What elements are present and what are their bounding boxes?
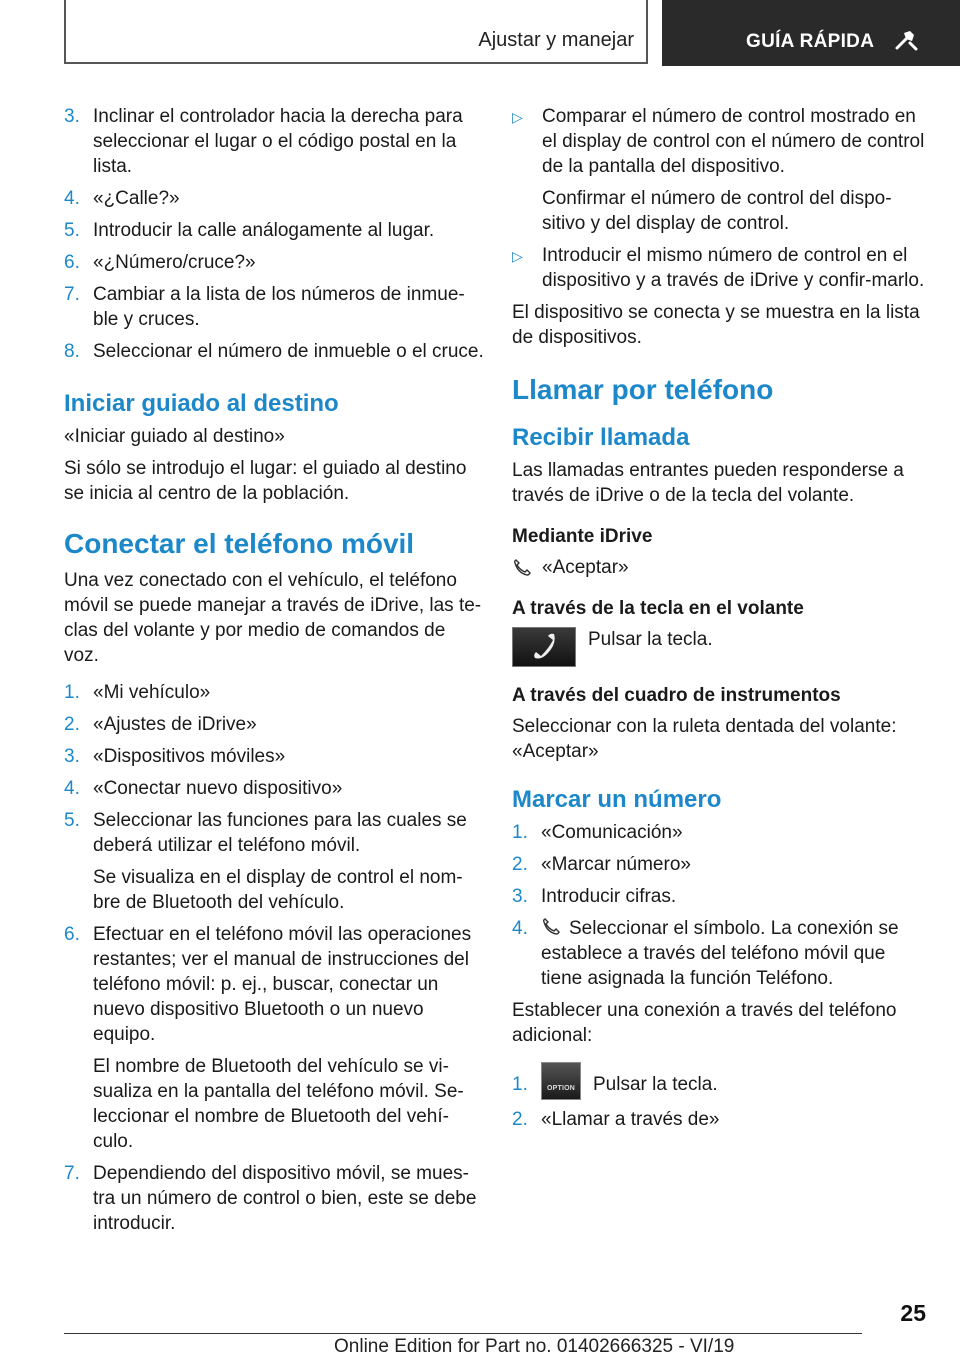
step-text: Pulsar la tecla. [593, 1074, 718, 1095]
step-number: 5. [64, 810, 80, 831]
paragraph: Una vez conectado con el vehículo, el teléfono móvil se puede manejar a través de iDrive, las te‐clas del volante y por medio de comandos de voz. [64, 570, 482, 666]
step-number: 3. [512, 886, 528, 907]
left-column [64, 104, 484, 1243]
heading-via-wheel-button: A través de la tecla en el volante [512, 598, 804, 619]
step-text: «Llamar a través de» [541, 1109, 720, 1130]
step-number: 4. [64, 778, 80, 799]
step-text: Cambiar a la lista de los números de inmue‐ble y cruces. [93, 284, 465, 330]
right-column [512, 104, 926, 1139]
quick-guide-tab [662, 0, 960, 66]
phone-button-icon [512, 627, 576, 667]
step-number: 2. [512, 854, 528, 875]
paragraph: El dispositivo se conecta y se muestra en la lista de dispositivos. [512, 302, 920, 348]
option-button-label: OPTION [546, 1085, 576, 1092]
option-button-icon [541, 1062, 581, 1100]
list-item [64, 712, 484, 737]
list-item [512, 1107, 926, 1132]
step-number: 2. [64, 714, 80, 735]
list-item [64, 808, 484, 858]
footer-divider [64, 1333, 862, 1334]
step-text: «Marcar número» [541, 854, 691, 875]
connect-steps-list [64, 680, 484, 1236]
list-item [512, 884, 926, 909]
step-text: Efectuar en el teléfono móvil las operaciones restantes; ver el manual de instrucciones del teléfono móvil: p. ej., buscar, conectar un nuevo dispositivo Bluetooth o un nuevo equipo. [93, 924, 472, 1045]
phone-icon [541, 918, 563, 936]
triangle-bullet-icon: ▷ [512, 248, 523, 264]
paragraph: Si sólo se introdujo el lugar: el guiado al destino se inicia al centro de la población. [64, 458, 467, 504]
section-title: Ajustar y manejar [478, 29, 634, 51]
step-number: 7. [64, 1163, 80, 1184]
step-number: 5. [64, 220, 80, 241]
step-text: «Mi vehículo» [93, 682, 211, 703]
step-text: Introducir el mismo número de control en el dispositivo y a través de iDrive y confir‐marlo. [542, 245, 925, 291]
page-number: 25 [900, 1300, 926, 1326]
paragraph: Seleccionar con la ruleta dentada del volante: «Aceptar» [512, 716, 897, 762]
step-number: 6. [64, 252, 80, 273]
step-note: Confirmar el número de control del dispo‐sitivo y del display de control. [542, 188, 892, 234]
step-text: Introducir la calle análogamente al lugar. [93, 220, 435, 241]
paragraph: Establecer una conexión a través del teléfono adicional: [512, 1000, 897, 1046]
step-number: 3. [64, 106, 80, 127]
list-item [512, 916, 926, 991]
destination-steps-list [64, 104, 484, 364]
heading-receive-call: Recibir llamada [512, 424, 690, 451]
heading-via-instrument-cluster: A través del cuadro de instrumentos [512, 685, 841, 706]
step-number: 1. [64, 682, 80, 703]
footer-edition: Online Edition for Part no. 01402666325 - VI/19 [334, 1336, 735, 1357]
step-text: «Ajustes de iDrive» [93, 714, 257, 735]
step-text: «Comunicación» [541, 822, 683, 843]
list-item [512, 852, 926, 877]
list-item [64, 744, 484, 769]
list-item [64, 104, 484, 179]
step-number: 7. [64, 284, 80, 305]
quick-guide-label: GUÍA RÁPIDA [746, 31, 875, 52]
step-text: «¿Calle?» [93, 188, 180, 209]
step-text: Seleccionar el número de inmueble o el cruce. [93, 341, 484, 362]
step-number: 1. [512, 1074, 528, 1095]
step-note: El nombre de Bluetooth del vehículo se vi‐sualiza en la pantalla del teléfono móvil. Se‐leccionar el nombre de Bluetooth del vehí‐culo. [93, 1056, 464, 1152]
press-button-line [512, 627, 926, 667]
tools-icon [894, 29, 920, 53]
heading-dial-number: Marcar un número [512, 786, 722, 813]
step-text: «Dispositivos móviles» [93, 746, 286, 767]
paragraph: «Iniciar guiado al destino» [64, 426, 285, 447]
step-number: 2. [512, 1109, 528, 1130]
heading-connect-phone: Conectar el teléfono móvil [64, 528, 415, 559]
step-text [541, 916, 926, 991]
heading-phone-call: Llamar por teléfono [512, 374, 774, 405]
step-text: Seleccionar las funciones para las cuales se deberá utilizar el teléfono móvil. [93, 810, 467, 856]
list-item [512, 1062, 926, 1100]
list-item [64, 1161, 484, 1236]
list-item [64, 776, 484, 801]
accept-text: «Aceptar» [542, 557, 629, 578]
accept-line [512, 555, 926, 580]
list-item [64, 922, 484, 1047]
header-section-box [64, 0, 648, 64]
list-item [64, 282, 484, 332]
list-item [512, 104, 926, 179]
step-number: 3. [64, 746, 80, 767]
step-text: «Conectar nuevo dispositivo» [93, 778, 343, 799]
step-text-content: Seleccionar el símbolo. La conexión se establece a través del teléfono móvil que tiene asignada la función Teléfono. [541, 918, 899, 989]
step-number: 4. [512, 918, 528, 939]
step-number: 4. [64, 188, 80, 209]
paragraph: Las llamadas entrantes pueden responderse a través de iDrive o de la tecla del volante. [512, 460, 904, 506]
list-item [512, 820, 926, 845]
press-text: Pulsar la tecla. [588, 629, 713, 650]
heading-start-guidance: Iniciar guiado al destino [64, 390, 339, 417]
step-note: Se visualiza en el display de control el nom‐bre de Bluetooth del vehículo. [93, 867, 463, 913]
list-item [64, 339, 484, 364]
heading-via-idrive: Mediante iDrive [512, 526, 653, 547]
step-number: 6. [64, 924, 80, 945]
step-text: Comparar el número de control mostrado en el display de control con el número de control de la pantalla del dispositivo. [542, 106, 925, 177]
step-text: Inclinar el controlador hacia la derecha para seleccionar el lugar o el código postal en la lista. [93, 106, 463, 177]
list-item [64, 186, 484, 211]
step-text: Dependiendo del dispositivo móvil, se mues‐tra un número de control o bien, este se debe introducir. [93, 1163, 477, 1234]
step-number: 1. [512, 822, 528, 843]
step-text: Introducir cifras. [541, 886, 677, 907]
list-item [64, 680, 484, 705]
phone-icon [512, 559, 534, 577]
step-number: 8. [64, 341, 80, 362]
list-item [64, 250, 484, 275]
step-text: «¿Número/cruce?» [93, 252, 256, 273]
list-item [64, 218, 484, 243]
dial-steps-list [512, 820, 926, 991]
triangle-bullet-icon: ▷ [512, 109, 523, 125]
list-item [512, 243, 926, 293]
